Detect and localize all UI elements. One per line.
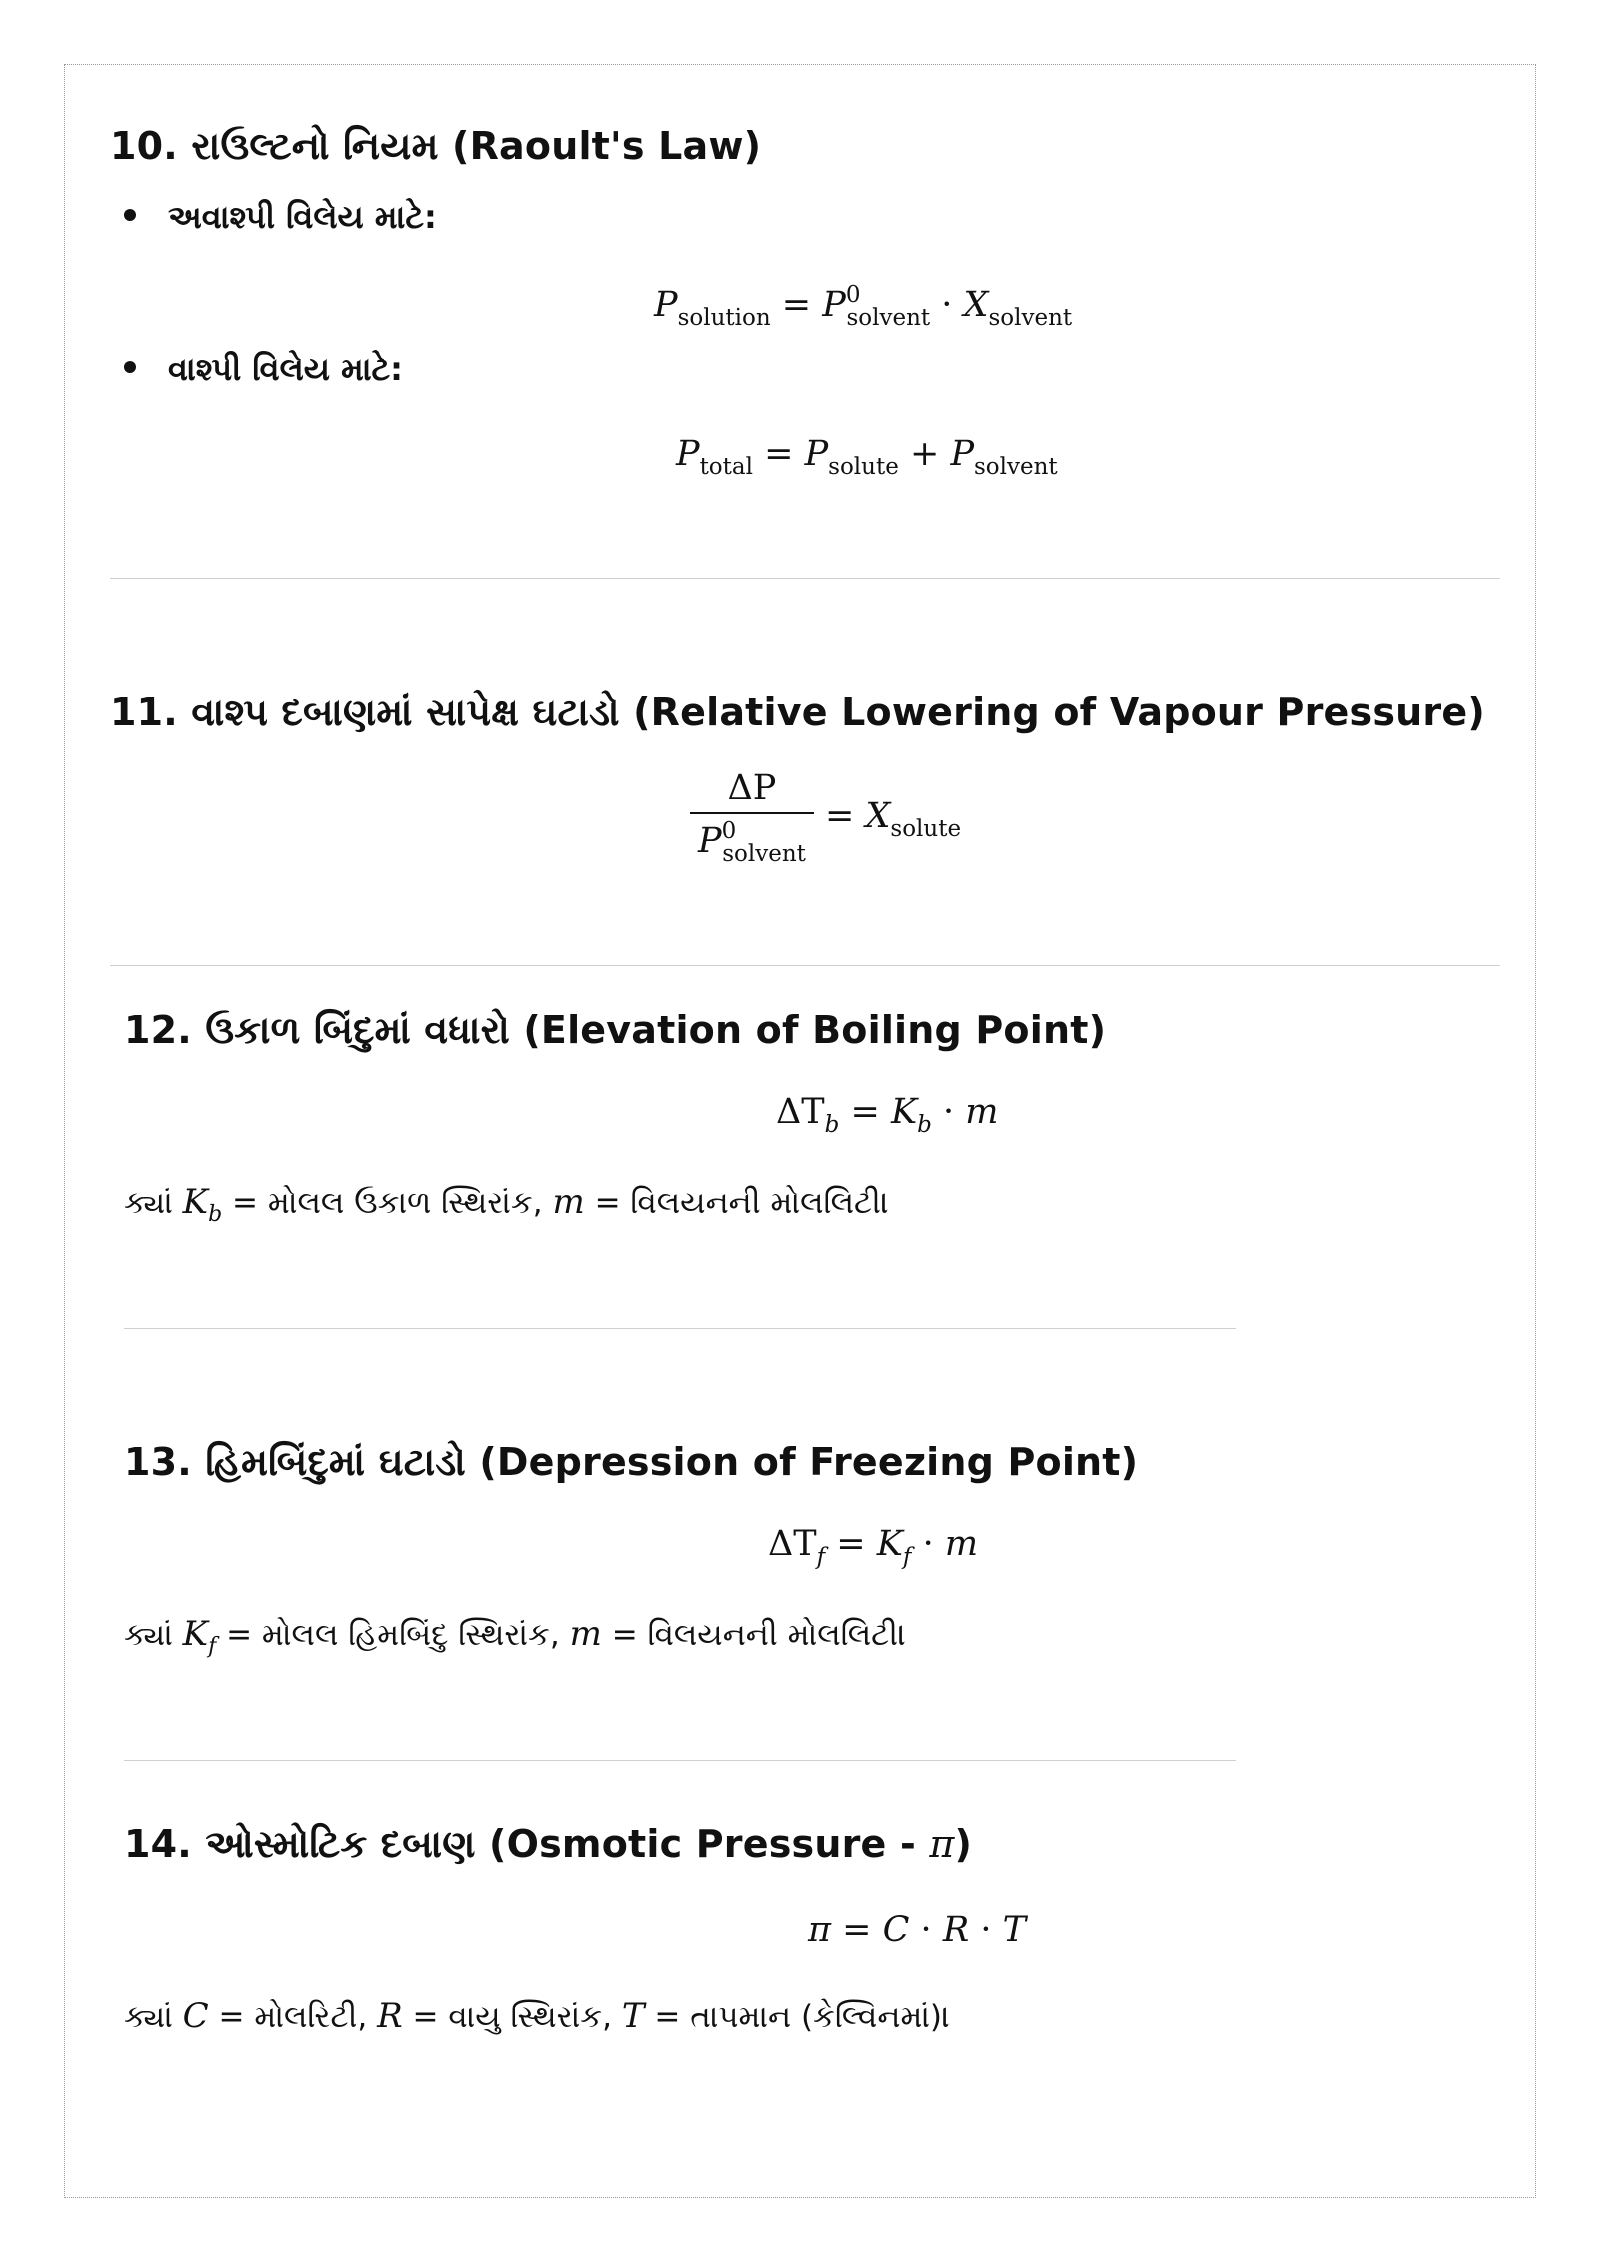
fraction: $\frac{\Delta P}{P^0_{solvent}}$ — [690, 768, 814, 867]
bullet-dot — [124, 209, 136, 221]
section-11-heading: 11. વાશ્પ દબાણમાં સાપેક્ષ ઘટાડો (Relative Lowering of Vapour Pressure) — [110, 690, 1485, 734]
section-10-bullet-nonvolatile — [124, 198, 437, 237]
section-14-note: ક્યાં C = મોલરિટી, R = વાયુ સ્થિરાંક, T = તાપમાન (કેલ્વિનમાં)। — [124, 1996, 951, 2036]
section-12-note: ક્યાં $K_b$ = મોલલ ઉકાળ સ્થિરાંક, m = વિલયનની મોલલિટી। — [124, 1182, 890, 1227]
bullet-dot — [124, 361, 136, 373]
section-10-bullet-volatile — [124, 350, 403, 389]
section-10-heading: 10. રાઉલ્ટનો નિયમ (Raoult's Law) — [110, 124, 762, 168]
section-divider — [124, 1760, 1236, 1761]
section-13-heading: 13. હિમબિંદુમાં ઘટાડો (Depression of Freezing Point) — [124, 1440, 1139, 1484]
section-divider — [110, 578, 1500, 579]
equation-osmotic-pressure: π = C · R · T — [808, 1910, 1026, 1950]
equation-boiling-elevation: $\Delta T_b = K_b \cdot m$ — [776, 1092, 999, 1138]
equation-relative-lowering: $\frac{\Delta P}{P^0_{solvent}}$ = $X_{solute}$ — [690, 768, 961, 867]
bullet-text: વાશ્પી વિલેય માટે: — [168, 350, 403, 388]
section-14-heading: 14. ઓસ્મોટિક દબાણ (Osmotic Pressure - π) — [124, 1822, 973, 1866]
equation-freezing-depression: $\Delta T_f = K_f \cdot m$ — [768, 1524, 979, 1570]
equation-raoult-volatile: $P_{total} = P_{solute} + P_{solvent}$ — [676, 434, 1058, 480]
bullet-text: અવાશ્પી વિલેય માટે: — [168, 198, 437, 236]
section-divider — [124, 1328, 1236, 1329]
section-divider — [110, 965, 1500, 966]
equation-raoult-nonvolatile: $P_{solution} = P^0_{solvent} \cdot X_{solvent}$ — [654, 282, 1073, 331]
section-12-heading: 12. ઉકાળ બિંદુમાં વધારો (Elevation of Boiling Point) — [124, 1008, 1107, 1052]
section-13-note: ક્યાં $K_f$ = મોલલ હિમબિંદુ સ્થિરાંક, m = વિલયનની મોલલિટી। — [124, 1614, 907, 1659]
